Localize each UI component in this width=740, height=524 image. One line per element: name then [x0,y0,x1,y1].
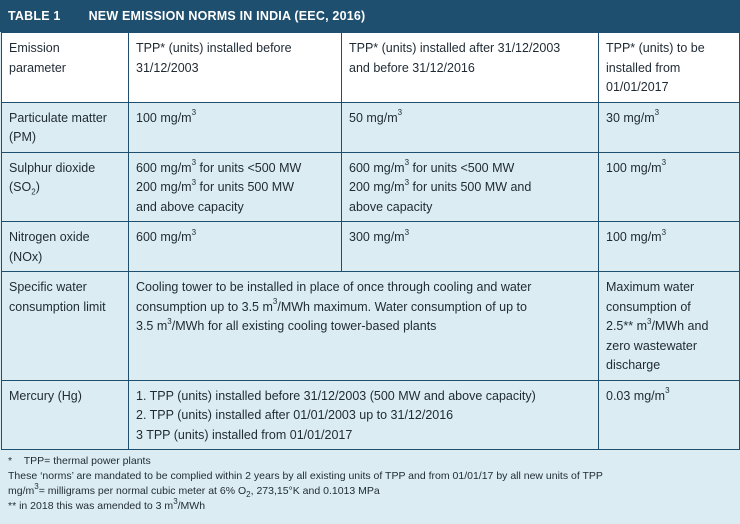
param-so2: Sulphur dioxide $(SO_2)$ [2,152,129,222]
header-from-2017: TPP* (units) to be installed from 01/01/2017 [599,33,740,103]
nox-before-2003: 600 $mg/m^3$ [129,222,342,272]
table-number: TABLE 1 [8,9,61,23]
list-item: 1. TPP (units) installed before 31/12/2003 (500 MW and above capacity) [136,388,536,403]
so2-2003-2016: 600 $mg/m^3$ for units <500 MW 200 $mg/m^3$ for units 500 MW and above capacity [342,152,599,222]
table-footnotes [0,450,740,514]
table-title: NEW EMISSION NORMS IN INDIA (EEC, 2016) [88,9,366,23]
footnote-units: $mg/m^3=$ milligrams per normal cubic meter at 6% $O_2$, 273,15°K and 0.1013 MPa [8,481,380,500]
header-before-2003: TPP* (units) installed before 31/12/2003 [129,33,342,103]
table-row-nox [2,222,740,272]
header-2003-to-2016: TPP* (units) installed after 31/12/2003 and before 31/12/2016 [342,33,599,103]
pm-2003-2016: 50 $mg/m^3$ [342,102,599,152]
footnote-amendment: ** in 2018 this was amended to 3 $m^3$/MWh [8,496,206,512]
so2-before-2003: 600 $mg/m^3$ for units <500 MW 200 $mg/m^3$ for units 500 MW and above capacity [129,152,342,222]
nox-2003-2016: 300 $mg/m^3$ [342,222,599,272]
emission-norms-table [1,32,740,450]
pm-from-2017: 30 $mg/m^3$ [599,102,740,152]
param-pm: Particulate matter (PM) [2,102,129,152]
table-row-pm [2,102,740,152]
footnote-tpp: * TPP= thermal power plants [8,455,151,467]
table-row-water [2,272,740,381]
table-row-mercury [2,380,740,450]
list-item: 3 TPP (units) installed from 01/01/2017 [136,427,353,442]
pm-before-2003: 100 $mg/m^3$ [129,102,342,152]
table-row-so2 [2,152,740,222]
water-existing-units: Cooling tower to be installed in place of once through cooling and water consumption up to 3.5 $m^3$/MWh maximum. Water consumption of up to 3.5 $m^3$/MWh for all existing cooling tower-based plants [129,272,599,381]
mercury-unit-list [129,380,599,450]
table-header-row [2,33,740,103]
param-water: Specific water consumption limit [2,272,129,381]
table-title-bar [0,0,740,32]
mercury-limit: 0.03 $mg/m^3$ [599,380,740,450]
water-from-2017: Maximum water consumption of 2.5** $m^3$/MWh and zero wastewater discharge [599,272,740,381]
header-emission-parameter: Emission parameter [2,33,129,103]
param-mercury: Mercury (Hg) [2,380,129,450]
nox-from-2017: 100 $mg/m^3$ [599,222,740,272]
param-nox: Nitrogen oxide (NOx) [2,222,129,272]
so2-from-2017: 100 $mg/m^3$ [599,152,740,222]
list-item: 2. TPP (units) installed after 01/01/2003 up to 31/12/2016 [136,408,454,422]
footnote-compliance: These ‘norms’ are mandated to be complied within 2 years by all existing units of TPP and from 01/01/17 by all new units of TPP [8,470,603,482]
